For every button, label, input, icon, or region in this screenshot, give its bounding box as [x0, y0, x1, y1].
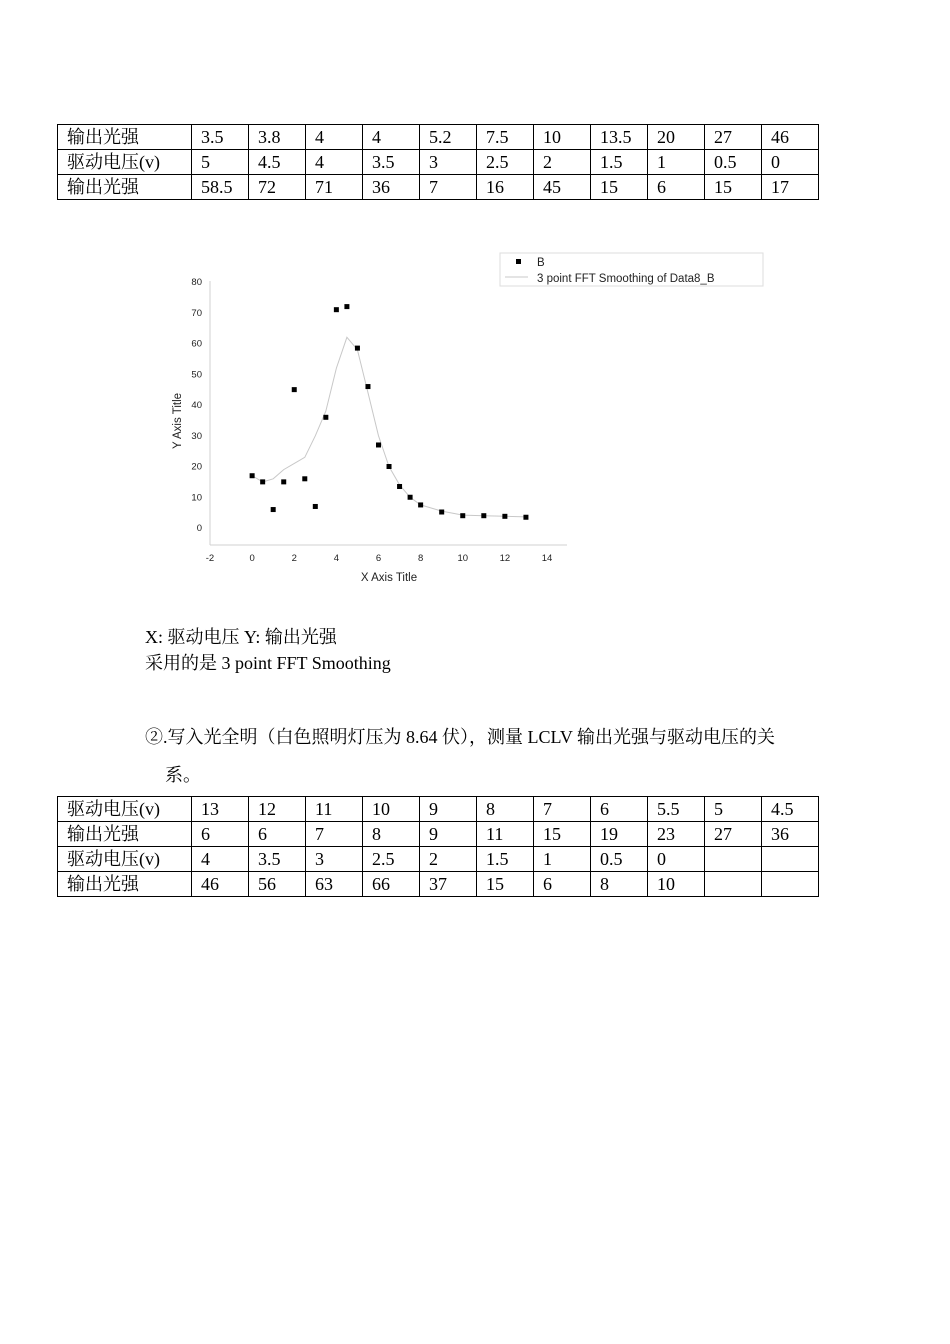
axes-caption: X: 驱动电压 Y: 输出光强 — [145, 627, 337, 647]
y-tick-label: 80 — [191, 277, 202, 288]
table-cell: 4 — [192, 847, 249, 872]
table-cell: 63 — [306, 872, 363, 897]
data-point — [481, 513, 486, 518]
section-2-heading-cont: 系。 — [165, 765, 201, 785]
data-point — [292, 387, 297, 392]
table-cell: 5.2 — [420, 125, 477, 150]
table-cell: 3.5 — [192, 125, 249, 150]
x-tick-label: 8 — [417, 553, 424, 564]
table-cell: 15 — [477, 872, 534, 897]
table-cell: 16 — [477, 175, 534, 200]
data-point — [355, 346, 360, 351]
table-cell: 13 — [192, 797, 249, 822]
table-cell: 13.5 — [591, 125, 648, 150]
data-point — [408, 495, 413, 500]
table-cell: 15 — [534, 822, 591, 847]
data-table-1 — [57, 124, 819, 200]
table-cell: 15 — [705, 175, 762, 200]
y-tick-label: 40 — [191, 400, 202, 411]
table-cell: 3.5 — [363, 150, 420, 175]
table-cell: 27 — [705, 822, 762, 847]
table-cell: 56 — [249, 872, 306, 897]
table-cell: 20 — [648, 125, 705, 150]
table-cell: 0.5 — [705, 150, 762, 175]
table-cell: 6 — [591, 797, 648, 822]
table-row — [58, 847, 819, 872]
data-point — [387, 464, 392, 469]
table-cell: 71 — [306, 175, 363, 200]
table-cell: 4 — [306, 150, 363, 175]
table-cell: 72 — [249, 175, 306, 200]
y-tick-label: 20 — [191, 461, 202, 473]
table-cell: 4 — [363, 125, 420, 150]
data-point — [302, 476, 307, 481]
row-label: 输出光强 — [58, 872, 192, 897]
table-row — [58, 797, 819, 822]
table-cell: 2.5 — [477, 150, 534, 175]
y-tick-label: 0 — [196, 523, 202, 534]
table-cell: 4.5 — [762, 797, 819, 822]
row-label: 驱动电压(v) — [58, 797, 192, 822]
data-point — [250, 473, 255, 478]
table-cell: 15 — [591, 175, 648, 200]
legend-label-smoothing: 3 point FFT Smoothing of Data8_B — [537, 273, 715, 285]
table-cell: 10 — [648, 872, 705, 897]
y-tick-label: 10 — [191, 492, 202, 504]
section-2-heading: ②.写入光全明（白色照明灯压为 8.64 伏），测量 LCLV 输出光强与驱动电压的关 — [145, 727, 776, 747]
table-cell: 5 — [705, 797, 762, 822]
table-cell: 3 — [306, 847, 363, 872]
table-cell: 2 — [534, 150, 591, 175]
table-row — [58, 125, 819, 150]
table-row — [58, 175, 819, 200]
table-cell: 7 — [420, 175, 477, 200]
y-tick-label: 50 — [191, 369, 202, 381]
table-cell: 17 — [762, 175, 819, 200]
table-cell: 58.5 — [192, 175, 249, 200]
data-point — [344, 304, 349, 309]
table-cell: 46 — [762, 125, 819, 150]
x-tick-label: 4 — [333, 553, 340, 564]
y-tick-label: 60 — [191, 338, 202, 350]
table-cell: 1.5 — [591, 150, 648, 175]
y-tick-label: 70 — [191, 307, 202, 319]
x-axis-title: X Axis Title — [360, 572, 418, 584]
legend-label-b: B — [537, 257, 545, 269]
chart-legend — [500, 253, 763, 286]
table-cell: 1 — [534, 847, 591, 872]
table-cell: 6 — [192, 822, 249, 847]
table-cell: 3.8 — [249, 125, 306, 150]
smoothing-line — [252, 337, 526, 517]
x-tick-label: 0 — [249, 553, 255, 564]
data-point — [460, 513, 465, 518]
x-tick-label: 14 — [541, 553, 553, 564]
table-cell: 6 — [534, 872, 591, 897]
x-tick-label: 2 — [291, 553, 297, 564]
table-cell: 0 — [762, 150, 819, 175]
y-tick-label: 30 — [191, 430, 202, 442]
table-cell: 27 — [705, 125, 762, 150]
table-cell: 23 — [648, 822, 705, 847]
table-cell: 5.5 — [648, 797, 705, 822]
row-label: 输出光强 — [58, 125, 192, 150]
table-cell: 5 — [192, 150, 249, 175]
table-cell: 36 — [762, 822, 819, 847]
x-tick-label: 10 — [457, 553, 469, 564]
table-row — [58, 150, 819, 175]
table-cell: 36 — [363, 175, 420, 200]
data-point — [523, 515, 528, 520]
table-cell — [762, 847, 819, 872]
table-cell — [705, 847, 762, 872]
table-cell: 6 — [249, 822, 306, 847]
data-point — [376, 442, 381, 447]
table-cell: 8 — [363, 822, 420, 847]
table-cell: 1 — [648, 150, 705, 175]
table-cell: 9 — [420, 822, 477, 847]
row-label: 驱动电压(v) — [58, 847, 192, 872]
table-cell — [705, 872, 762, 897]
table-cell: 19 — [591, 822, 648, 847]
data-point — [397, 484, 402, 489]
data-point — [365, 384, 370, 389]
table-cell: 37 — [420, 872, 477, 897]
table-cell: 8 — [591, 872, 648, 897]
x-tick-label: 12 — [499, 553, 511, 564]
table-cell: 6 — [648, 175, 705, 200]
table-cell: 9 — [420, 797, 477, 822]
table-cell: 10 — [534, 125, 591, 150]
table-cell: 3 — [420, 150, 477, 175]
table-cell: 10 — [363, 797, 420, 822]
table-cell: 7 — [534, 797, 591, 822]
legend-marker-icon — [516, 259, 521, 264]
table-cell: 66 — [363, 872, 420, 897]
table-row — [58, 822, 819, 847]
table-cell: 45 — [534, 175, 591, 200]
table-cell: 8 — [477, 797, 534, 822]
table-cell: 4 — [306, 125, 363, 150]
table-cell — [762, 872, 819, 897]
method-caption: 采用的是 3 point FFT Smoothing — [145, 653, 391, 673]
table-row — [58, 872, 819, 897]
data-point — [418, 502, 423, 507]
table-cell: 7 — [306, 822, 363, 847]
data-point — [323, 415, 328, 420]
table-cell: 0 — [648, 847, 705, 872]
table-cell: 0.5 — [591, 847, 648, 872]
row-label: 驱动电压(v) — [58, 150, 192, 175]
table-cell: 11 — [477, 822, 534, 847]
table-cell: 4.5 — [249, 150, 306, 175]
row-label: 输出光强 — [58, 175, 192, 200]
table-cell: 12 — [249, 797, 306, 822]
table-cell: 46 — [192, 872, 249, 897]
row-label: 输出光强 — [58, 822, 192, 847]
data-table-2 — [57, 796, 819, 897]
x-tick-label: -2 — [205, 553, 215, 564]
data-point — [260, 479, 265, 484]
table-cell: 7.5 — [477, 125, 534, 150]
table-cell: 1.5 — [477, 847, 534, 872]
data-point — [502, 514, 507, 519]
data-point — [439, 510, 444, 515]
data-point — [334, 307, 339, 312]
x-tick-label: 6 — [375, 553, 382, 564]
table-cell: 2.5 — [363, 847, 420, 872]
table-cell: 3.5 — [249, 847, 306, 872]
data-point — [313, 504, 318, 509]
table-cell: 11 — [306, 797, 363, 822]
y-axis-title: Y Axis Title — [172, 392, 184, 450]
data-point — [271, 507, 276, 512]
scatter-chart — [160, 245, 780, 590]
data-point — [281, 479, 286, 484]
table-cell: 2 — [420, 847, 477, 872]
